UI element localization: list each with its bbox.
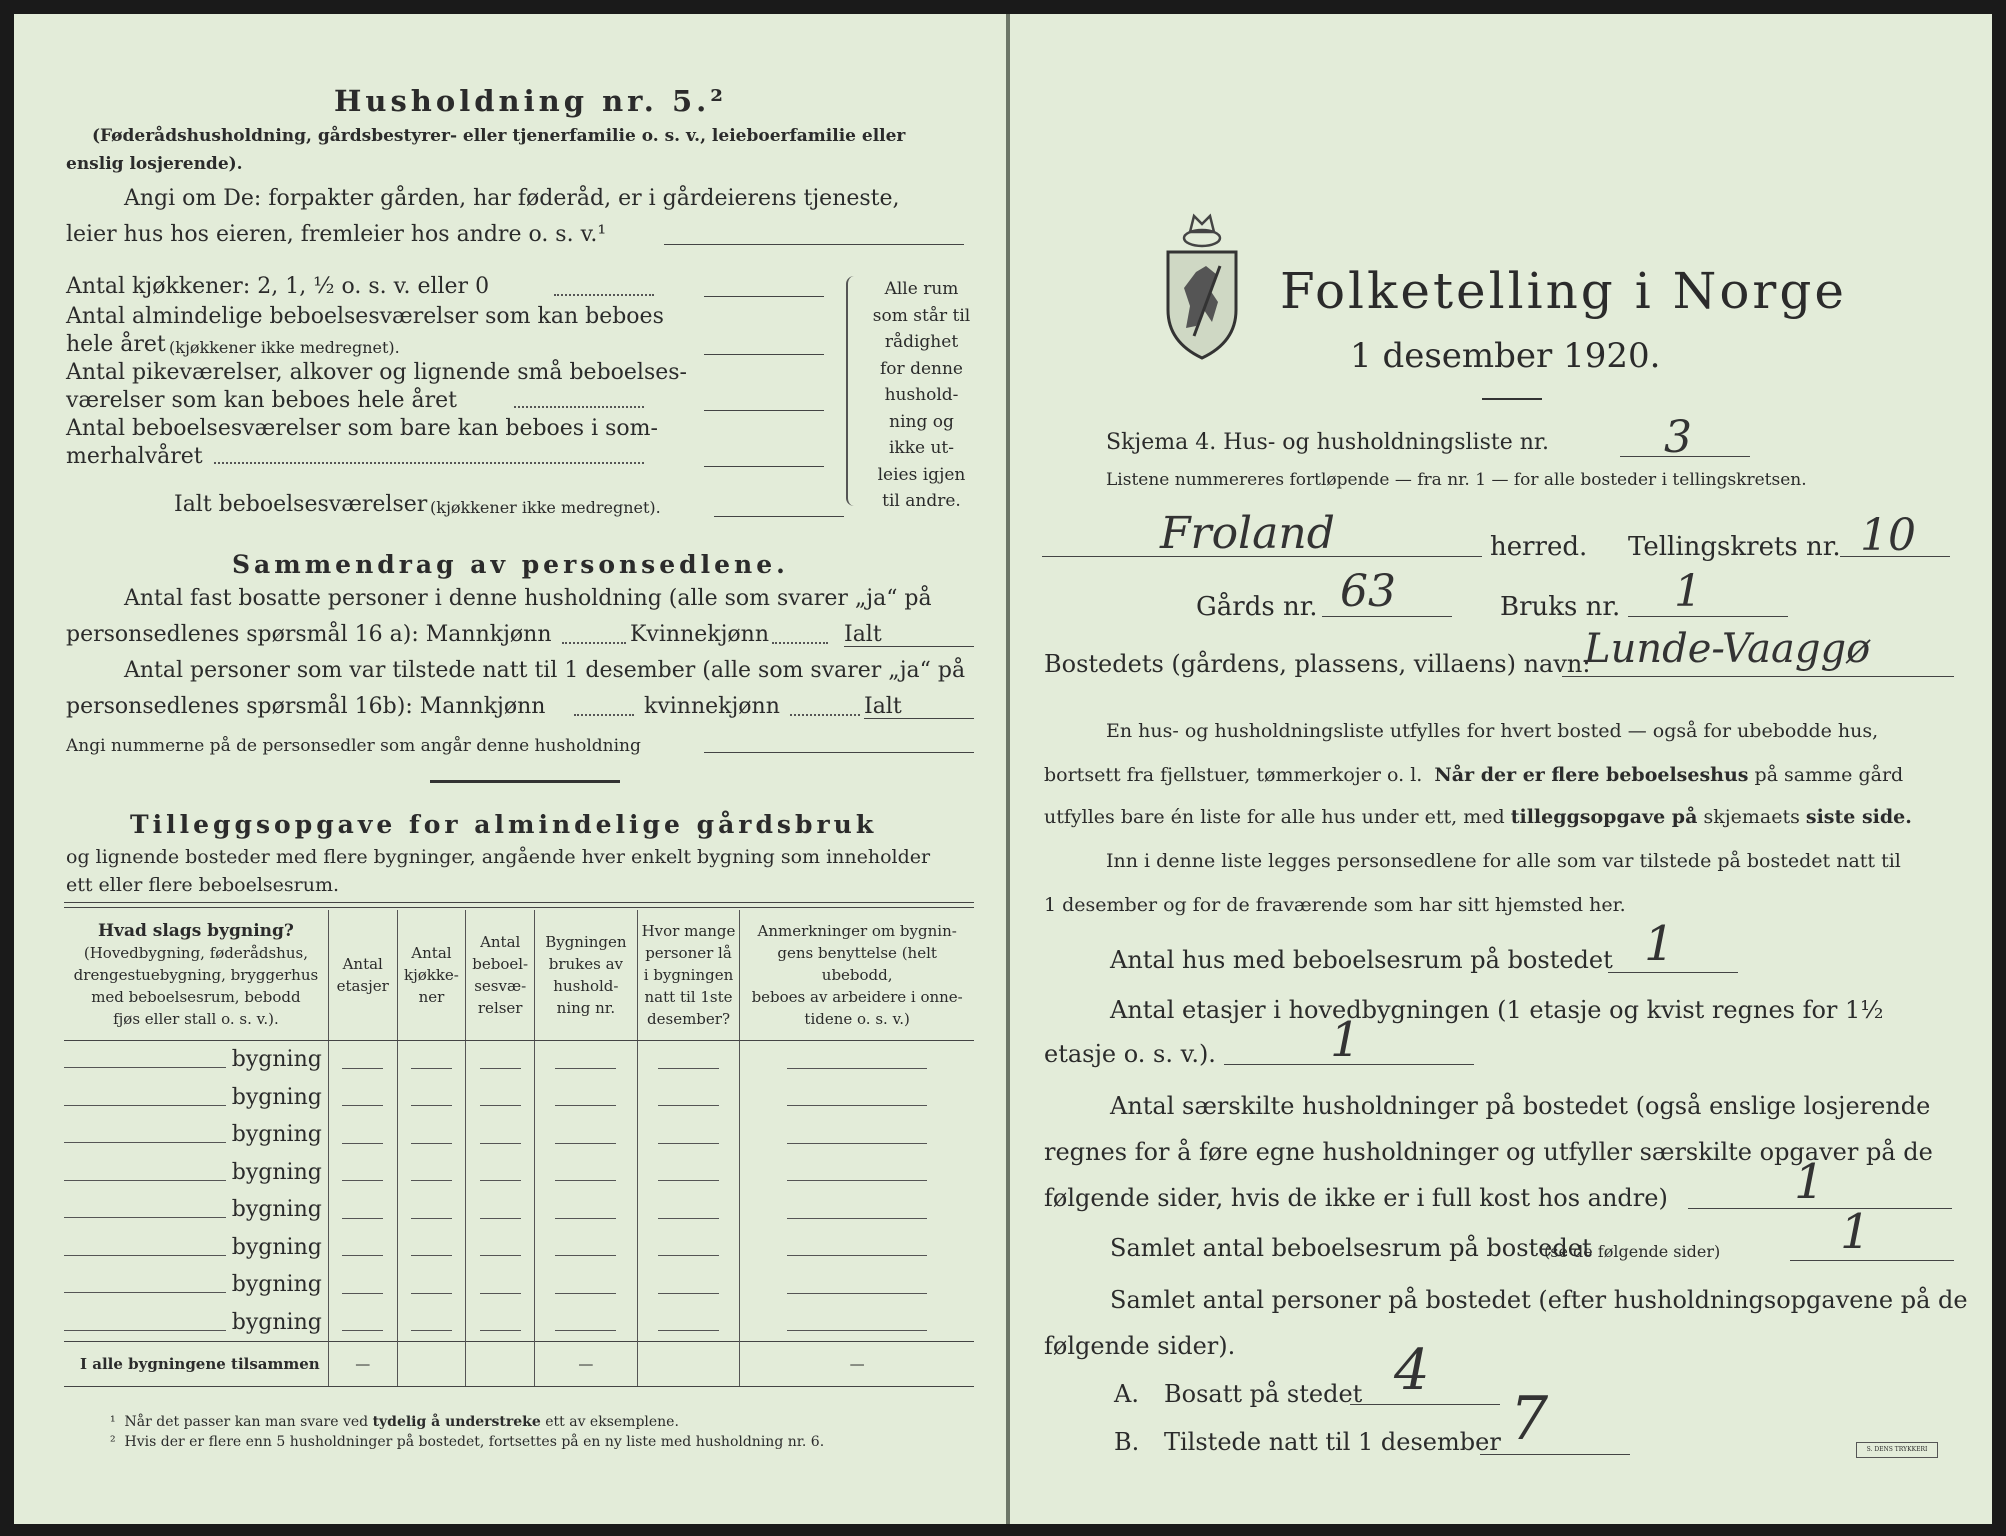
kjokkener-cell[interactable] [397, 1266, 466, 1304]
herred-label: herred. [1490, 532, 1588, 562]
a-value: 4 [1394, 1338, 1430, 1403]
kjokkener-cell[interactable] [397, 1229, 466, 1267]
sammendrag-title: Sammendrag av personsedlene. [232, 550, 789, 579]
tillegg-line2: ett eller flere beboelsesrum. [66, 874, 340, 896]
husholdning-cell[interactable] [535, 1191, 638, 1229]
husholdning-cell[interactable] [535, 1116, 638, 1154]
ialt-note: (kjøkkener ikke medregnet). [430, 498, 661, 517]
bygning-cell[interactable] [64, 1191, 328, 1229]
q-hush-line2: regnes for å føre egne husholdninger og utfyller særskilte opgaver på de [1044, 1138, 1933, 1166]
husholdning-cell[interactable] [535, 1266, 638, 1304]
husholdning-cell[interactable] [535, 1079, 638, 1117]
a-label: A. [1114, 1380, 1139, 1408]
etasjer-cell[interactable] [328, 1116, 397, 1154]
alm-label-1: Antal almindelige beboelsesværelser som kan beboes [66, 304, 664, 329]
total-label: I alle bygningene tilsammen [64, 1342, 328, 1387]
total-husholdning: — [535, 1342, 638, 1387]
table-row [64, 1116, 974, 1154]
table-row [64, 1304, 974, 1342]
bygning-label: bygning [231, 1309, 322, 1335]
total-etasjer: — [328, 1342, 397, 1387]
kjokkener-label: Antal kjøkkener: 2, 1, ½ o. s. v. eller 0 [66, 274, 490, 299]
sammendrag-p2-line2c: Ialt [864, 694, 902, 719]
divider [430, 780, 620, 783]
etasjer-cell[interactable] [328, 1229, 397, 1267]
etasjer-cell[interactable] [328, 1079, 397, 1117]
bygning-cell[interactable] [64, 1304, 328, 1342]
personer-cell[interactable] [637, 1079, 740, 1117]
anmerkninger-cell[interactable] [740, 1229, 974, 1267]
col-beboelses-header: Antal beboel- sesvæ- relser [466, 910, 535, 1041]
table-row [64, 1079, 974, 1117]
angi-line-1: Angi om De: forpakter gården, har føderåd, er i gårdeierens tjeneste, [124, 186, 900, 211]
skjema-value: 3 [1664, 412, 1692, 463]
q-etasjer-value: 1 [1330, 1012, 1361, 1068]
listene-note: Listene nummereres fortløpende — fra nr. 1 — for alle bosteder i tellingskretsen. [1106, 470, 1807, 490]
total-row [64, 1342, 974, 1387]
bygning-label: bygning [231, 1159, 322, 1185]
instr-1c: utfylles bare én liste for alle hus under ett, med tilleggsopgave på skjemaets siste side. [1044, 806, 1912, 828]
kjokkener-cell[interactable] [397, 1041, 466, 1079]
b-value: 7 [1510, 1384, 1549, 1454]
anmerkninger-cell[interactable] [740, 1304, 974, 1342]
kjokkener-cell[interactable] [397, 1191, 466, 1229]
col-husholdning-header: Bygningen brukes av hushold- ning nr. [535, 910, 638, 1041]
etasjer-cell[interactable] [328, 1154, 397, 1192]
anmerkninger-cell[interactable] [740, 1079, 974, 1117]
col-personer-header: Hvor mange personer lå i bygningen natt til 1ste desember? [637, 910, 740, 1041]
instr-1b: bortsett fra fjellstuer, tømmerkojer o. l. Når der er flere beboelseshus på samme gård [1044, 764, 1904, 786]
beboelses-cell[interactable] [466, 1191, 535, 1229]
pike-label-1: Antal pikeværelser, alkover og lignende små beboelses- [66, 360, 687, 385]
table-row [64, 1041, 974, 1079]
table-row [64, 1191, 974, 1229]
q-hus-label: Antal hus med beboelsesrum på bostedet [1110, 946, 1613, 974]
q-hush-value: 1 [1794, 1154, 1825, 1210]
household-subheading-2: enslig losjerende). [66, 154, 243, 174]
sammendrag-p2-line2a: personsedlenes spørsmål 16b): Mannkjønn [66, 694, 546, 719]
beboelses-cell[interactable] [466, 1154, 535, 1192]
instr-1a: En hus- og husholdningsliste utfylles for hvert bosted — også for ubebodde hus, [1106, 720, 1879, 742]
total-personer [637, 1342, 740, 1387]
footnote-1: ¹ Når det passer kan man svare ved tydelig å understreke ett av eksemplene. [110, 1414, 679, 1430]
bygning-label: bygning [231, 1197, 322, 1223]
sammendrag-p1-line1: Antal fast bosatte personer i denne husholdning (alle som svarer „ja“ på [124, 586, 932, 611]
anmerkninger-cell[interactable] [740, 1154, 974, 1192]
census-date: 1 desember 1920. [1350, 336, 1661, 376]
sommer-label-2: merhalvåret [66, 444, 203, 469]
personer-cell[interactable] [637, 1304, 740, 1342]
q-hush-line3: følgende sider, hvis de ikke er i full kost hos andre) [1044, 1184, 1668, 1212]
table-top-rule [64, 902, 974, 908]
personer-cell[interactable] [637, 1191, 740, 1229]
instr-2a: Inn i denne liste legges personsedlene for alle som var tilstede på bostedet natt til [1106, 850, 1901, 872]
beboelses-cell[interactable] [466, 1079, 535, 1117]
building-table [64, 910, 974, 1387]
q-pers-line1: Samlet antal personer på bostedet (efter husholdningsopgavene på de [1110, 1286, 1968, 1314]
personer-cell[interactable] [637, 1266, 740, 1304]
etasjer-cell[interactable] [328, 1191, 397, 1229]
instr-2b: 1 desember og for de fraværende som har sitt hjemsted her. [1044, 894, 1626, 916]
q-rum-label: Samlet antal beboelsesrum på bostedet [1110, 1234, 1592, 1262]
anmerkninger-cell[interactable] [740, 1191, 974, 1229]
kjokkener-cell[interactable] [397, 1304, 466, 1342]
coat-of-arms-icon [1160, 210, 1244, 360]
gards-value: 63 [1340, 566, 1396, 617]
total-kjokkener [397, 1342, 466, 1387]
sammendrag-p1-line2c: Ialt [844, 622, 882, 647]
bygning-label: bygning [231, 1234, 322, 1260]
tillegg-line1: og lignende bosteder med flere bygninger, angående hver enkelt bygning som inneholder [66, 846, 931, 868]
col-anmerkninger-header: Anmerkninger om bygnin- gens benyttelse (helt ubebodd, beboes av arbeidere i onne- tidene o. s. v.) [740, 910, 974, 1041]
bygning-cell[interactable] [64, 1041, 328, 1079]
a-text: Bosatt på stedet [1164, 1380, 1363, 1408]
bruks-label: Bruks nr. [1500, 592, 1621, 622]
table-row [64, 1154, 974, 1192]
pike-label-2: værelser som kan beboes hele året [66, 388, 457, 413]
household-subheading-1: (Føderådshusholdning, gårdsbestyrer- eller tjenerfamilie o. s. v., leieboerfamilie eller [92, 126, 906, 146]
q-etasjer-line2: etasje o. s. v.). [1044, 1040, 1216, 1068]
q-rum-value: 1 [1840, 1204, 1871, 1260]
kjokkener-cell[interactable] [397, 1079, 466, 1117]
left-page [14, 14, 1006, 1524]
bygning-cell[interactable] [64, 1079, 328, 1117]
tillegg-title: Tilleggsopgave for almindelige gårdsbruk [130, 810, 878, 839]
bygning-cell[interactable] [64, 1229, 328, 1267]
personer-cell[interactable] [637, 1041, 740, 1079]
bygning-cell[interactable] [64, 1266, 328, 1304]
bygning-label: bygning [231, 1047, 322, 1073]
bygning-cell[interactable] [64, 1116, 328, 1154]
alm-note: (kjøkkener ikke medregnet). [169, 338, 400, 357]
personer-cell[interactable] [637, 1229, 740, 1267]
bosted-value: Lunde-Vaaggø [1584, 626, 1871, 672]
sammendrag-p1-line2a: personsedlenes spørsmål 16 a): Mannkjønn [66, 622, 552, 647]
col-etasjer-header: Antal etasjer [328, 910, 397, 1041]
husholdning-cell[interactable] [535, 1229, 638, 1267]
brace [846, 276, 858, 506]
bruks-value: 1 [1674, 566, 1702, 617]
krets-value: 10 [1860, 510, 1916, 561]
ialt-label: Ialt beboelsesværelser [174, 492, 428, 517]
beboelses-cell[interactable] [466, 1266, 535, 1304]
bygning-cell[interactable] [64, 1154, 328, 1192]
side-note: Alle rum som står til rådighet for denne hushold- ning og ikke ut- leies igjen til andre. [872, 279, 971, 511]
etasjer-cell[interactable] [328, 1304, 397, 1342]
household-heading: Husholdning nr. 5.² [334, 84, 727, 118]
title-rule [1482, 398, 1542, 400]
b-label: B. [1114, 1428, 1140, 1456]
kjokkener-cell[interactable] [397, 1116, 466, 1154]
etasjer-cell[interactable] [328, 1266, 397, 1304]
beboelses-cell[interactable] [466, 1041, 535, 1079]
col-kjokkener-header: Antal kjøkke- ner [397, 910, 466, 1041]
total-beboelses [466, 1342, 535, 1387]
angi-line-2: leier hus hos eieren, fremleier hos andre o. s. v.¹ [66, 222, 607, 247]
skjema-label: Skjema 4. Hus- og husholdningsliste nr. [1106, 430, 1549, 455]
sommer-label-1: Antal beboelsesværelser som bare kan beboes i som- [66, 416, 658, 441]
total-anmerkninger: — [740, 1342, 974, 1387]
q-hus-value: 1 [1644, 916, 1675, 972]
bosted-label: Bostedets (gårdens, plassens, villaens) navn: [1044, 650, 1591, 678]
b-text: Tilstede natt til 1 desember [1164, 1428, 1501, 1456]
bygning-label: bygning [231, 1272, 322, 1298]
col-hvad-header: Hvad slags bygning? (Hovedbygning, føderådshus, drengestuebygning, bryggerhus med beboelsesrum, bebodd fjøs eller stall o. s. v.). [64, 910, 328, 1041]
q-pers-line2: følgende sider). [1044, 1332, 1236, 1360]
beboelses-cell[interactable] [466, 1116, 535, 1154]
herred-value: Froland [1160, 508, 1335, 559]
gards-label: Gårds nr. [1196, 592, 1318, 622]
beboelses-cell[interactable] [466, 1229, 535, 1267]
etasjer-cell[interactable] [328, 1041, 397, 1079]
husholdning-cell[interactable] [535, 1304, 638, 1342]
husholdning-cell[interactable] [535, 1154, 638, 1192]
kjokkener-cell[interactable] [397, 1154, 466, 1192]
personer-cell[interactable] [637, 1154, 740, 1192]
q-etasjer-line1: Antal etasjer i hovedbygningen (1 etasje og kvist regnes for 1½ [1110, 996, 1884, 1024]
personer-cell[interactable] [637, 1116, 740, 1154]
footnote-2: ² Hvis der er flere enn 5 husholdninger på bostedet, fortsettes på en ny liste med husholdning nr. 6. [110, 1434, 825, 1450]
census-title: Folketelling i Norge [1280, 262, 1847, 320]
sammendrag-angi: Angi nummerne på de personsedler som angår denne husholdning [66, 736, 641, 756]
anmerkninger-cell[interactable] [740, 1041, 974, 1079]
right-page [1010, 14, 1992, 1524]
printer-stamp: S. DENS TRYKKERI [1856, 1442, 1938, 1458]
beboelses-cell[interactable] [466, 1304, 535, 1342]
q-hush-line1: Antal særskilte husholdninger på bostedet (også enslige losjerende [1110, 1092, 1931, 1120]
anmerkninger-cell[interactable] [740, 1266, 974, 1304]
sammendrag-p2-line1: Antal personer som var tilstede natt til 1 desember (alle som svarer „ja“ på [124, 658, 966, 683]
alm-label-2: hele året [66, 332, 166, 357]
krets-label: Tellingskrets nr. [1628, 532, 1841, 562]
q-rum-note: (se de følgende sider) [1544, 1242, 1721, 1261]
table-row [64, 1229, 974, 1267]
sammendrag-p2-line2b: kvinnekjønn [644, 694, 780, 719]
sammendrag-p1-line2b: Kvinnekjønn [630, 622, 769, 647]
table-row [64, 1266, 974, 1304]
husholdning-cell[interactable] [535, 1041, 638, 1079]
bygning-label: bygning [231, 1122, 322, 1148]
bygning-label: bygning [231, 1084, 322, 1110]
anmerkninger-cell[interactable] [740, 1116, 974, 1154]
